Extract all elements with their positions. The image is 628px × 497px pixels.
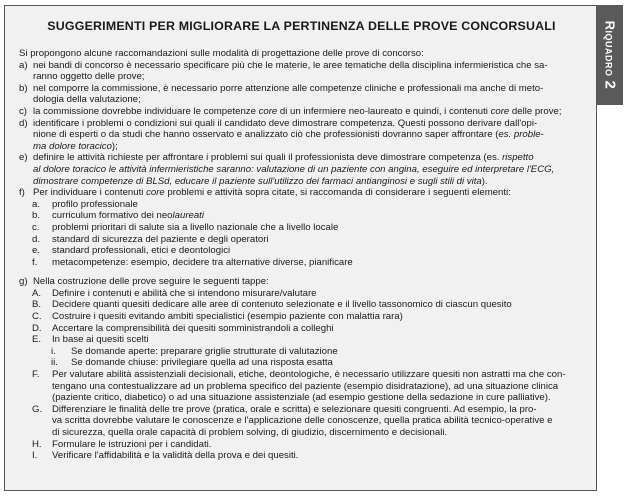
intro-text: Si propongono alcune raccomandazioni sulle modalità di progettazione delle prove di concorso:	[19, 48, 424, 59]
item-e-label: e)	[19, 152, 28, 164]
item-d-label: d)	[19, 117, 28, 129]
item-f-sub-e: e. standard professionali, etici e deontologici	[32, 245, 231, 257]
item-f-label: f)	[19, 187, 25, 199]
item-c-label: c)	[19, 105, 27, 117]
item-g-step-C: C. Costruire i quesiti evitando ambiti specialistici (esempio paziente con malattia rara)	[32, 311, 403, 323]
item-c-text: la commissione dovrebbe individuare le competenze core di un infermiere neo-laureato e quindi, i contenuti core delle prove;	[33, 105, 562, 117]
item-c	[19, 106, 587, 118]
section-tab-label: Riquadro2	[601, 20, 619, 90]
item-f-sub-a: a. profilo professionale	[32, 198, 138, 210]
item-d-line3: ma dolore toracico);	[33, 140, 118, 152]
item-a-line1: nei bandi di concorso è necessario specificare più che le materie, le aree tematiche della disciplina infermieristica che sa-	[33, 59, 548, 71]
item-g-step-A: A. Definire i contenuti e abilità che si intendono misurare/valutare	[32, 287, 317, 299]
item-d-line1: identificare i problemi o condizioni sui quali il candidato deve dimostrare competenza. Questi possono derivare dall'opi-	[33, 117, 538, 129]
item-g-step-F: F. Per valutare abilità assistenziali decisionali, etiche, deontologiche, è necessario utilizzare quesiti non astratti ma che con-	[32, 369, 566, 381]
item-g-step-G-line3: di sicurezza, quella orale capacità di problem solving, di giudizio, discernimento e decisionali.	[52, 427, 448, 438]
box-content	[19, 48, 587, 462]
section-tab	[597, 5, 623, 105]
item-g-step-G: G. Differenziare le finalità delle tre prove (pratica, orale e scritta) e selezionare quesiti congruenti. Ad esempio, la pro-	[32, 403, 537, 415]
item-g-step-G-line2: va scritta dovrebbe valutare le conoscenze e l'applicazione delle conoscenze, quella pratica abilità tecnico-operative e	[52, 415, 553, 427]
item-g-step-I: I. Verificare l'affidabilità e la validità della prova e dei quesiti.	[32, 450, 299, 462]
item-g	[19, 276, 587, 288]
item-f-sub-c: c. problemi prioritari di salute sia a livello nazionale che a livello locale	[32, 221, 339, 233]
item-a-label: a)	[19, 59, 28, 71]
recommendations-box	[4, 5, 597, 491]
item-f-sub-d: d. standard di sicurezza del paziente e degli operatori	[32, 233, 269, 245]
item-g-step-E-ii: ii. Se domande chiuse: privilegiare quella ad una risposta esatta	[51, 357, 333, 369]
item-g-label: g)	[19, 276, 28, 288]
section-gap	[19, 268, 587, 276]
item-g-step-F-line2: tengano una contestualizzare ad un problema specifico del paziente (esempio disidratazione), ad una situazione clinica	[52, 380, 559, 392]
item-a-line2: ranno oggetto delle prove;	[33, 71, 145, 83]
item-f-text: Per individuare i contenuti core problemi e attività sopra citate, si raccomanda di considerare i seguenti elementi:	[33, 187, 511, 199]
item-b-line1: nel comporre la commissione, è necessario porre attenzione alle competenze cliniche e professionali ma anche di meto-	[33, 82, 544, 94]
item-e-line2: al dolore toracico le attività infermieristiche saranno: valutazione di un paziente con angina, eseguire ed interpretare l'ECG,	[33, 163, 555, 175]
box-title: SUGGERIMENTI PER MIGLIORARE LA PERTINENZA DELLE PROVE CONCORSUALI	[47, 19, 556, 33]
item-f-sub-b: b. curriculum formativo dei neolaureati	[32, 210, 204, 222]
item-b	[19, 83, 587, 95]
item-g-step-F-line3: (paziente critico, diabetico) o ad una situazione assistenziale (ad esempio gestione della sedazione in cure palliative).	[52, 392, 551, 404]
item-g-step-D: D. Accertare la comprensibilità dei quesiti somministrandoli a colleghi	[32, 322, 334, 334]
item-f	[19, 187, 587, 199]
item-g-step-E: E. In base ai quesiti scelti	[32, 334, 149, 346]
item-e-line3: dimostrare competenze di BLSd, educare il paziente sull'utilizzo dei farmaci antianginosi e sugli stili di vita).	[33, 175, 488, 187]
item-d-line2: nione di esperti o da studi che hanno osservato e analizzato ciò che professionisti dovranno saper affrontare (es. proble-	[33, 129, 544, 141]
item-f-sub-f: f. metacompetenze: esempio, decidere tra alternative diverse, pianificare	[32, 256, 353, 268]
item-g-intro: Nella costruzione delle prove seguire le seguenti tappe:	[33, 276, 269, 288]
item-d	[19, 118, 587, 130]
item-e-line1: definire le attività richieste per affrontare i problemi sui quali il professionista deve dimostrare competenza (es. rispetto	[33, 152, 534, 164]
item-a	[19, 60, 587, 72]
section-tab-number: 2	[601, 80, 619, 90]
item-b-line2: dologia della valutazione;	[33, 94, 141, 106]
item-e	[19, 152, 587, 164]
item-g-step-B: B. Decidere quanti quesiti dedicare alle aree di contenuto selezionate e il livello tassonomico di ciascun quesito	[32, 299, 512, 311]
item-b-label: b)	[19, 82, 28, 94]
item-g-step-H: H. Formulare le istruzioni per i candidati.	[32, 438, 212, 450]
item-g-step-E-i: i. Se domande aperte: preparare griglie strutturate di valutazione	[51, 345, 338, 357]
